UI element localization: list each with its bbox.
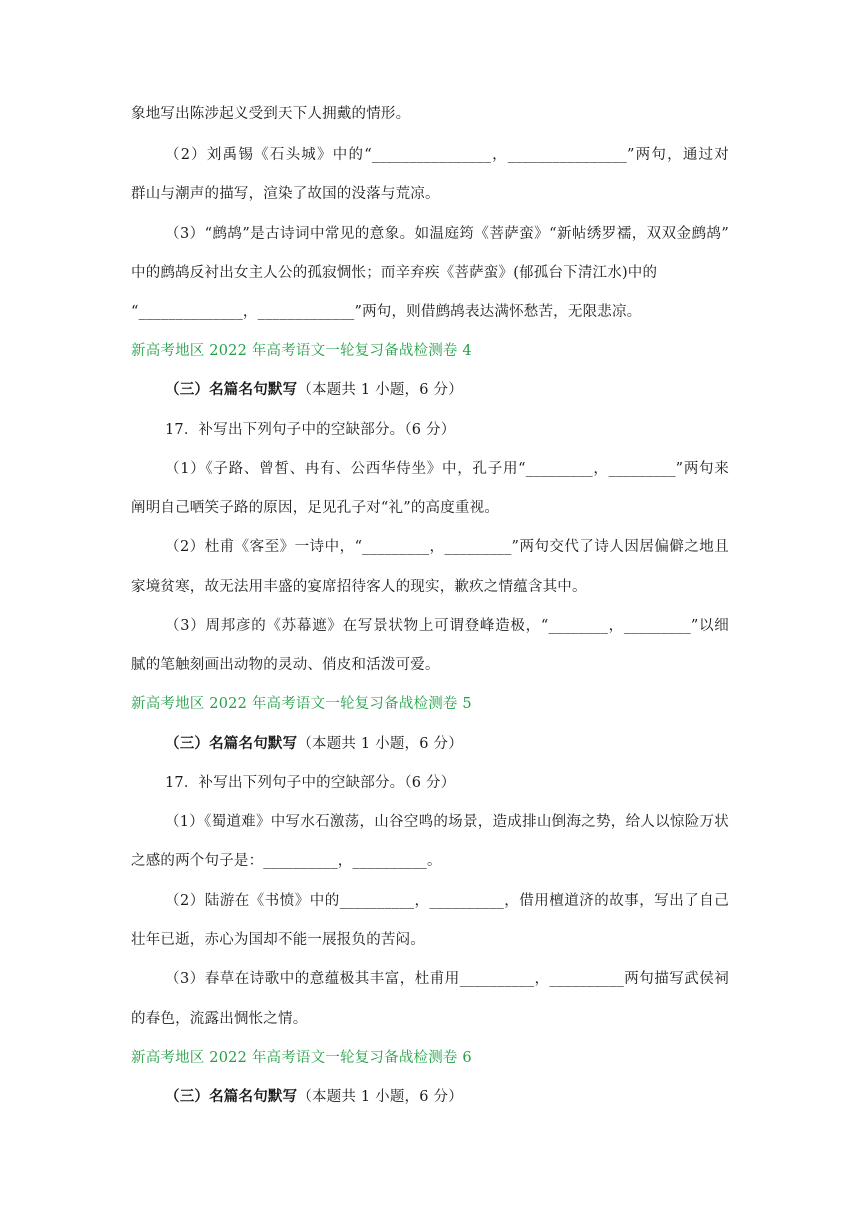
paragraph-line: 群山与潮声的描写，渲染了故国的没落与荒凉。 xyxy=(131,186,440,202)
paragraph-line: 之感的两个句子是：__________，__________。 xyxy=(131,853,442,869)
subsection-heading xyxy=(165,1087,463,1107)
question-stem: 17．补写出下列句子中的空缺部分。（6 分） xyxy=(165,775,456,791)
question-line: （2）杜甫《客至》一诗中，“_________，_________”两句交代了诗人因居偏僻之地且 xyxy=(165,539,729,555)
question-line: （2）刘禹锡《石头城》中的“________________，________________”两句，通过对 xyxy=(165,147,729,163)
question-line: （3）春草在诗歌中的意蕴极其丰富，杜甫用__________，__________两句描写武侯祠 xyxy=(165,971,729,987)
subsection-heading xyxy=(165,734,463,754)
subsection-title: （三）名篇名句默写 xyxy=(165,735,298,752)
paragraph-line: 象地写出陈涉起义受到天下人拥戴的情形。 xyxy=(131,106,411,122)
subsection-note: （本题共 1 小题，6 分） xyxy=(297,1089,463,1105)
paragraph-line: 的春色，流露出惆怅之情。 xyxy=(131,1011,308,1027)
question-line: （1）《子路、曾皙、冉有、公西华侍坐》中，孔子用“_________，_________”两句来 xyxy=(165,461,729,477)
question-line: （3）周邦彦的《苏幕遮》在写景状物上可谓登峰造极，“________，_________”以细 xyxy=(165,618,729,634)
section-heading: 新高考地区 2022 年高考语文一轮复习备战检测卷 5 xyxy=(131,696,472,712)
subsection-title: （三）名篇名句默写 xyxy=(165,381,298,398)
question-line: （2）陆游在《书愤》中的__________，__________，借用檀道济的故事，写出了自己 xyxy=(165,893,729,909)
paragraph-line: 壮年已逝，赤心为国却不能一展报负的苦闷。 xyxy=(131,932,425,948)
question-stem: 17．补写出下列句子中的空缺部分。（6 分） xyxy=(165,422,456,438)
paragraph-line: 中的鹧鸪反衬出女主人公的孤寂惆怅；而辛弃疾《菩萨蛮》(郁孤台下清江水)中的 xyxy=(131,265,658,281)
subsection-note: （本题共 1 小题，6 分） xyxy=(297,382,463,398)
subsection-note: （本题共 1 小题，6 分） xyxy=(297,736,463,752)
subsection-title: （三）名篇名句默写 xyxy=(165,1088,298,1105)
question-line: （1）《蜀道难》中写水石激荡，山谷空鸣的场景，造成排山倒海之势，给人以惊险万状 xyxy=(165,814,729,830)
section-heading: 新高考地区 2022 年高考语文一轮复习备战检测卷 4 xyxy=(131,343,472,359)
question-line: （3）“鹧鸪”是古诗词中常见的意象。如温庭筠《菩萨蛮》“新帖绣罗襦，双双金鹧鸪” xyxy=(165,226,729,242)
paragraph-line: 腻的笔触刻画出动物的灵动、俏皮和活泼可爱。 xyxy=(131,657,440,673)
paragraph-line: 阐明自己哂笑子路的原因，足见孔子对“礼”的高度重视。 xyxy=(131,500,500,516)
paragraph-line: 家境贫寒，故无法用丰盛的宴席招待客人的现实，歉疚之情蕴含其中。 xyxy=(131,579,587,595)
subsection-heading xyxy=(165,380,463,400)
section-heading: 新高考地区 2022 年高考语文一轮复习备战检测卷 6 xyxy=(131,1050,472,1066)
paragraph-line: “______________，_____________”两句，则借鹧鸪表达满怀愁苦，无限悲凉。 xyxy=(131,304,642,320)
